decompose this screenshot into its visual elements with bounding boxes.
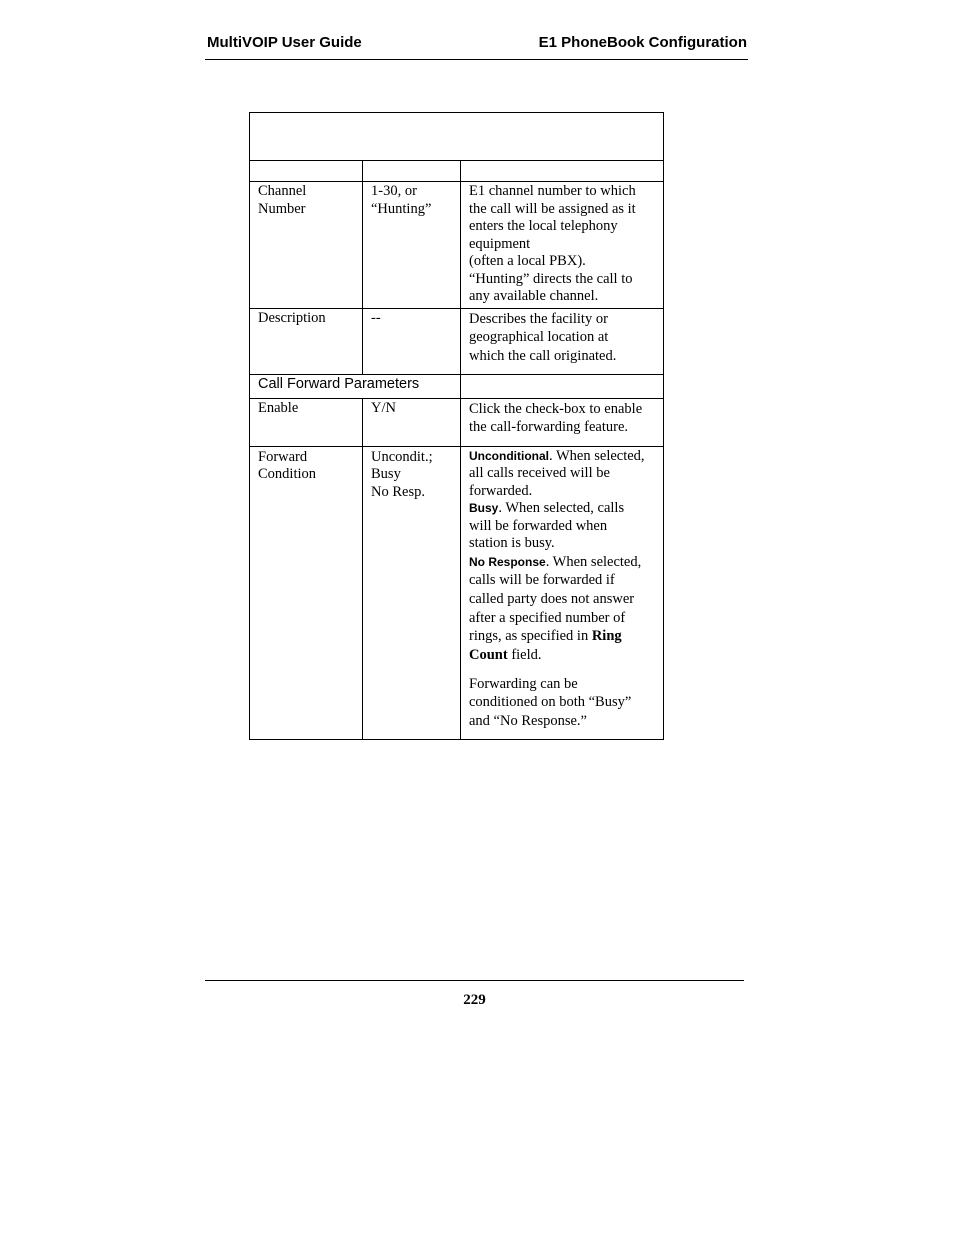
unconditional-term: Unconditional xyxy=(469,448,549,463)
no-response-term: No Response xyxy=(469,554,546,569)
table-row xyxy=(250,398,664,446)
no-response-paragraph: No Response. When selected, calls will be forwarded if called party does not answer after a specified number of rings, as specified in Ring Count field. xyxy=(469,553,642,664)
table-header-row xyxy=(250,161,664,182)
section-empty-cell xyxy=(461,374,664,398)
column-header-values xyxy=(363,161,461,182)
section-label: Call Forward Parameters xyxy=(258,375,420,392)
field-cell: Forward Condition xyxy=(250,446,363,739)
parameter-table xyxy=(249,112,664,740)
section-title: E1 PhoneBook Configuration xyxy=(538,34,747,51)
field-cell: Description xyxy=(250,308,363,374)
table-title-row xyxy=(250,113,664,161)
values-cell: Y/N xyxy=(363,398,461,446)
table-title-cell xyxy=(250,113,664,161)
description-cell: Describes the facility or geographical location at which the call originated. xyxy=(461,308,664,374)
values-cell: 1-30, or “Hunting” xyxy=(363,182,461,309)
description-cell xyxy=(461,446,664,739)
section-row xyxy=(250,374,664,398)
table-row xyxy=(250,182,664,309)
table-row xyxy=(250,446,664,739)
footer-divider xyxy=(205,980,744,981)
forwarding-note: Forwarding can be conditioned on both “Busy” and “No Response.” xyxy=(469,675,632,730)
values-cell: -- xyxy=(363,308,461,374)
busy-term: Busy xyxy=(469,501,499,515)
description-cell: E1 channel number to which the call will be assigned as it enters the local telephony equipment (often a local PBX). “Hunting” directs the call to any available channel. xyxy=(461,182,664,309)
busy-paragraph: Busy. When selected, calls will be forwarded when station is busy. xyxy=(469,500,625,551)
column-header-field xyxy=(250,161,363,182)
unconditional-paragraph: Unconditional. When selected, all calls received will be forwarded. xyxy=(469,447,645,499)
column-header-description xyxy=(461,161,664,182)
ring-term: Ring xyxy=(591,628,622,645)
field-cell: Channel Number xyxy=(250,182,363,309)
count-term: Count xyxy=(469,647,508,664)
values-cell: Uncondit.; Busy No Resp. xyxy=(363,446,461,739)
page-number: 229 xyxy=(463,992,486,1008)
guide-title: MultiVOIP User Guide xyxy=(207,34,362,51)
field-cell: Enable xyxy=(250,398,363,446)
table-row xyxy=(250,308,664,374)
section-label-cell xyxy=(250,374,461,398)
description-cell: Click the check-box to enable the call-forwarding feature. xyxy=(461,398,664,446)
page-header xyxy=(205,32,748,60)
